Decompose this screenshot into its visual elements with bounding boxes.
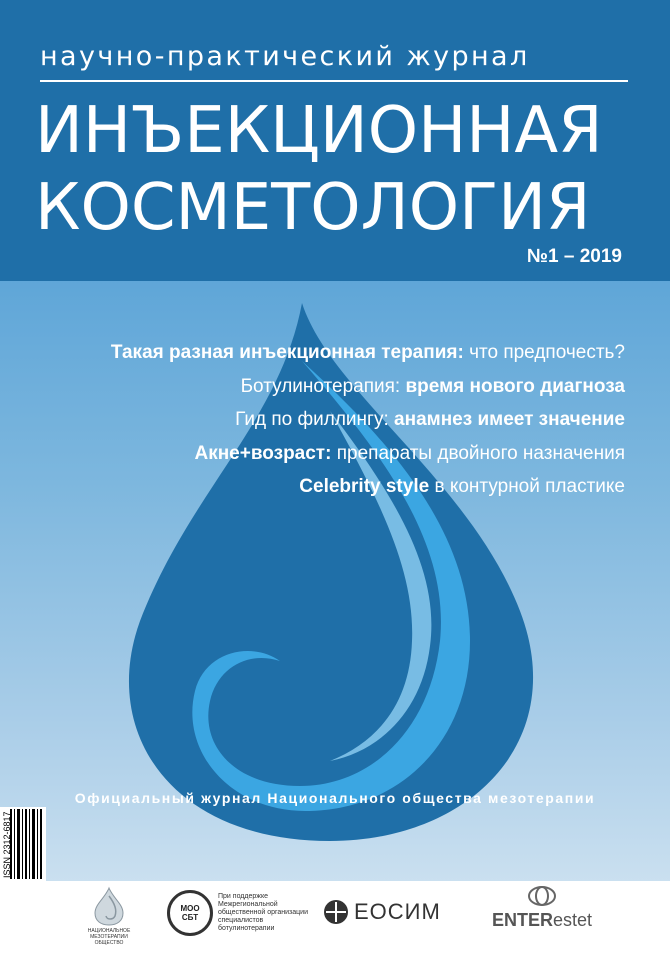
headlines-list xyxy=(111,336,625,504)
enterestet-emblem-icon xyxy=(527,884,557,908)
eosim-logo xyxy=(322,898,441,926)
moo-sbt-text: При поддержке Межрегиональной общественной организации специалистов ботулинотерапии xyxy=(218,893,308,932)
official-journal-tagline: Официальный журнал Национального общества мезотерапии xyxy=(74,790,596,806)
headline-item: Акне+возраст: препараты двойного назначения xyxy=(194,442,625,464)
headline-item: Такая разная инъекционная терапия: что предпочесть? xyxy=(110,342,625,363)
enterestet-logo xyxy=(491,884,593,931)
subtitle-underline xyxy=(40,80,628,82)
barcode-icon xyxy=(10,809,44,879)
headline-item: Celebrity style в контурной пластике xyxy=(299,476,625,497)
eosim-emblem-icon xyxy=(322,898,350,926)
nmo-logo xyxy=(84,886,134,946)
enterestet-name: ENTERestet xyxy=(491,910,593,930)
headline-item: Ботулинотерапия: время нового диагноза xyxy=(240,375,625,397)
nmo-logo-text: НАЦИОНАЛЬНОЕ МЕЗОТЕРАПИИ ОБЩЕСТВО xyxy=(87,928,131,946)
journal-title-line1: ИНЪЕКЦИОННАЯ xyxy=(35,94,603,168)
moo-sbt-seal: МОО СБТ xyxy=(167,890,213,936)
moo-sbt-logo xyxy=(167,890,308,936)
journal-title-line2: КОСМЕТОЛОГИЯ xyxy=(35,171,591,245)
journal-subtitle: научно-практический журнал xyxy=(40,41,530,72)
eosim-name: ЕОСИМ xyxy=(354,899,441,924)
mini-drop-icon xyxy=(91,886,127,926)
issue-number: №1 – 2019 xyxy=(526,246,622,267)
headline-item: Гид по филлингу: анамнез имеет значение xyxy=(235,409,625,430)
issn-label: ISSN 2312-6817 xyxy=(2,811,12,878)
